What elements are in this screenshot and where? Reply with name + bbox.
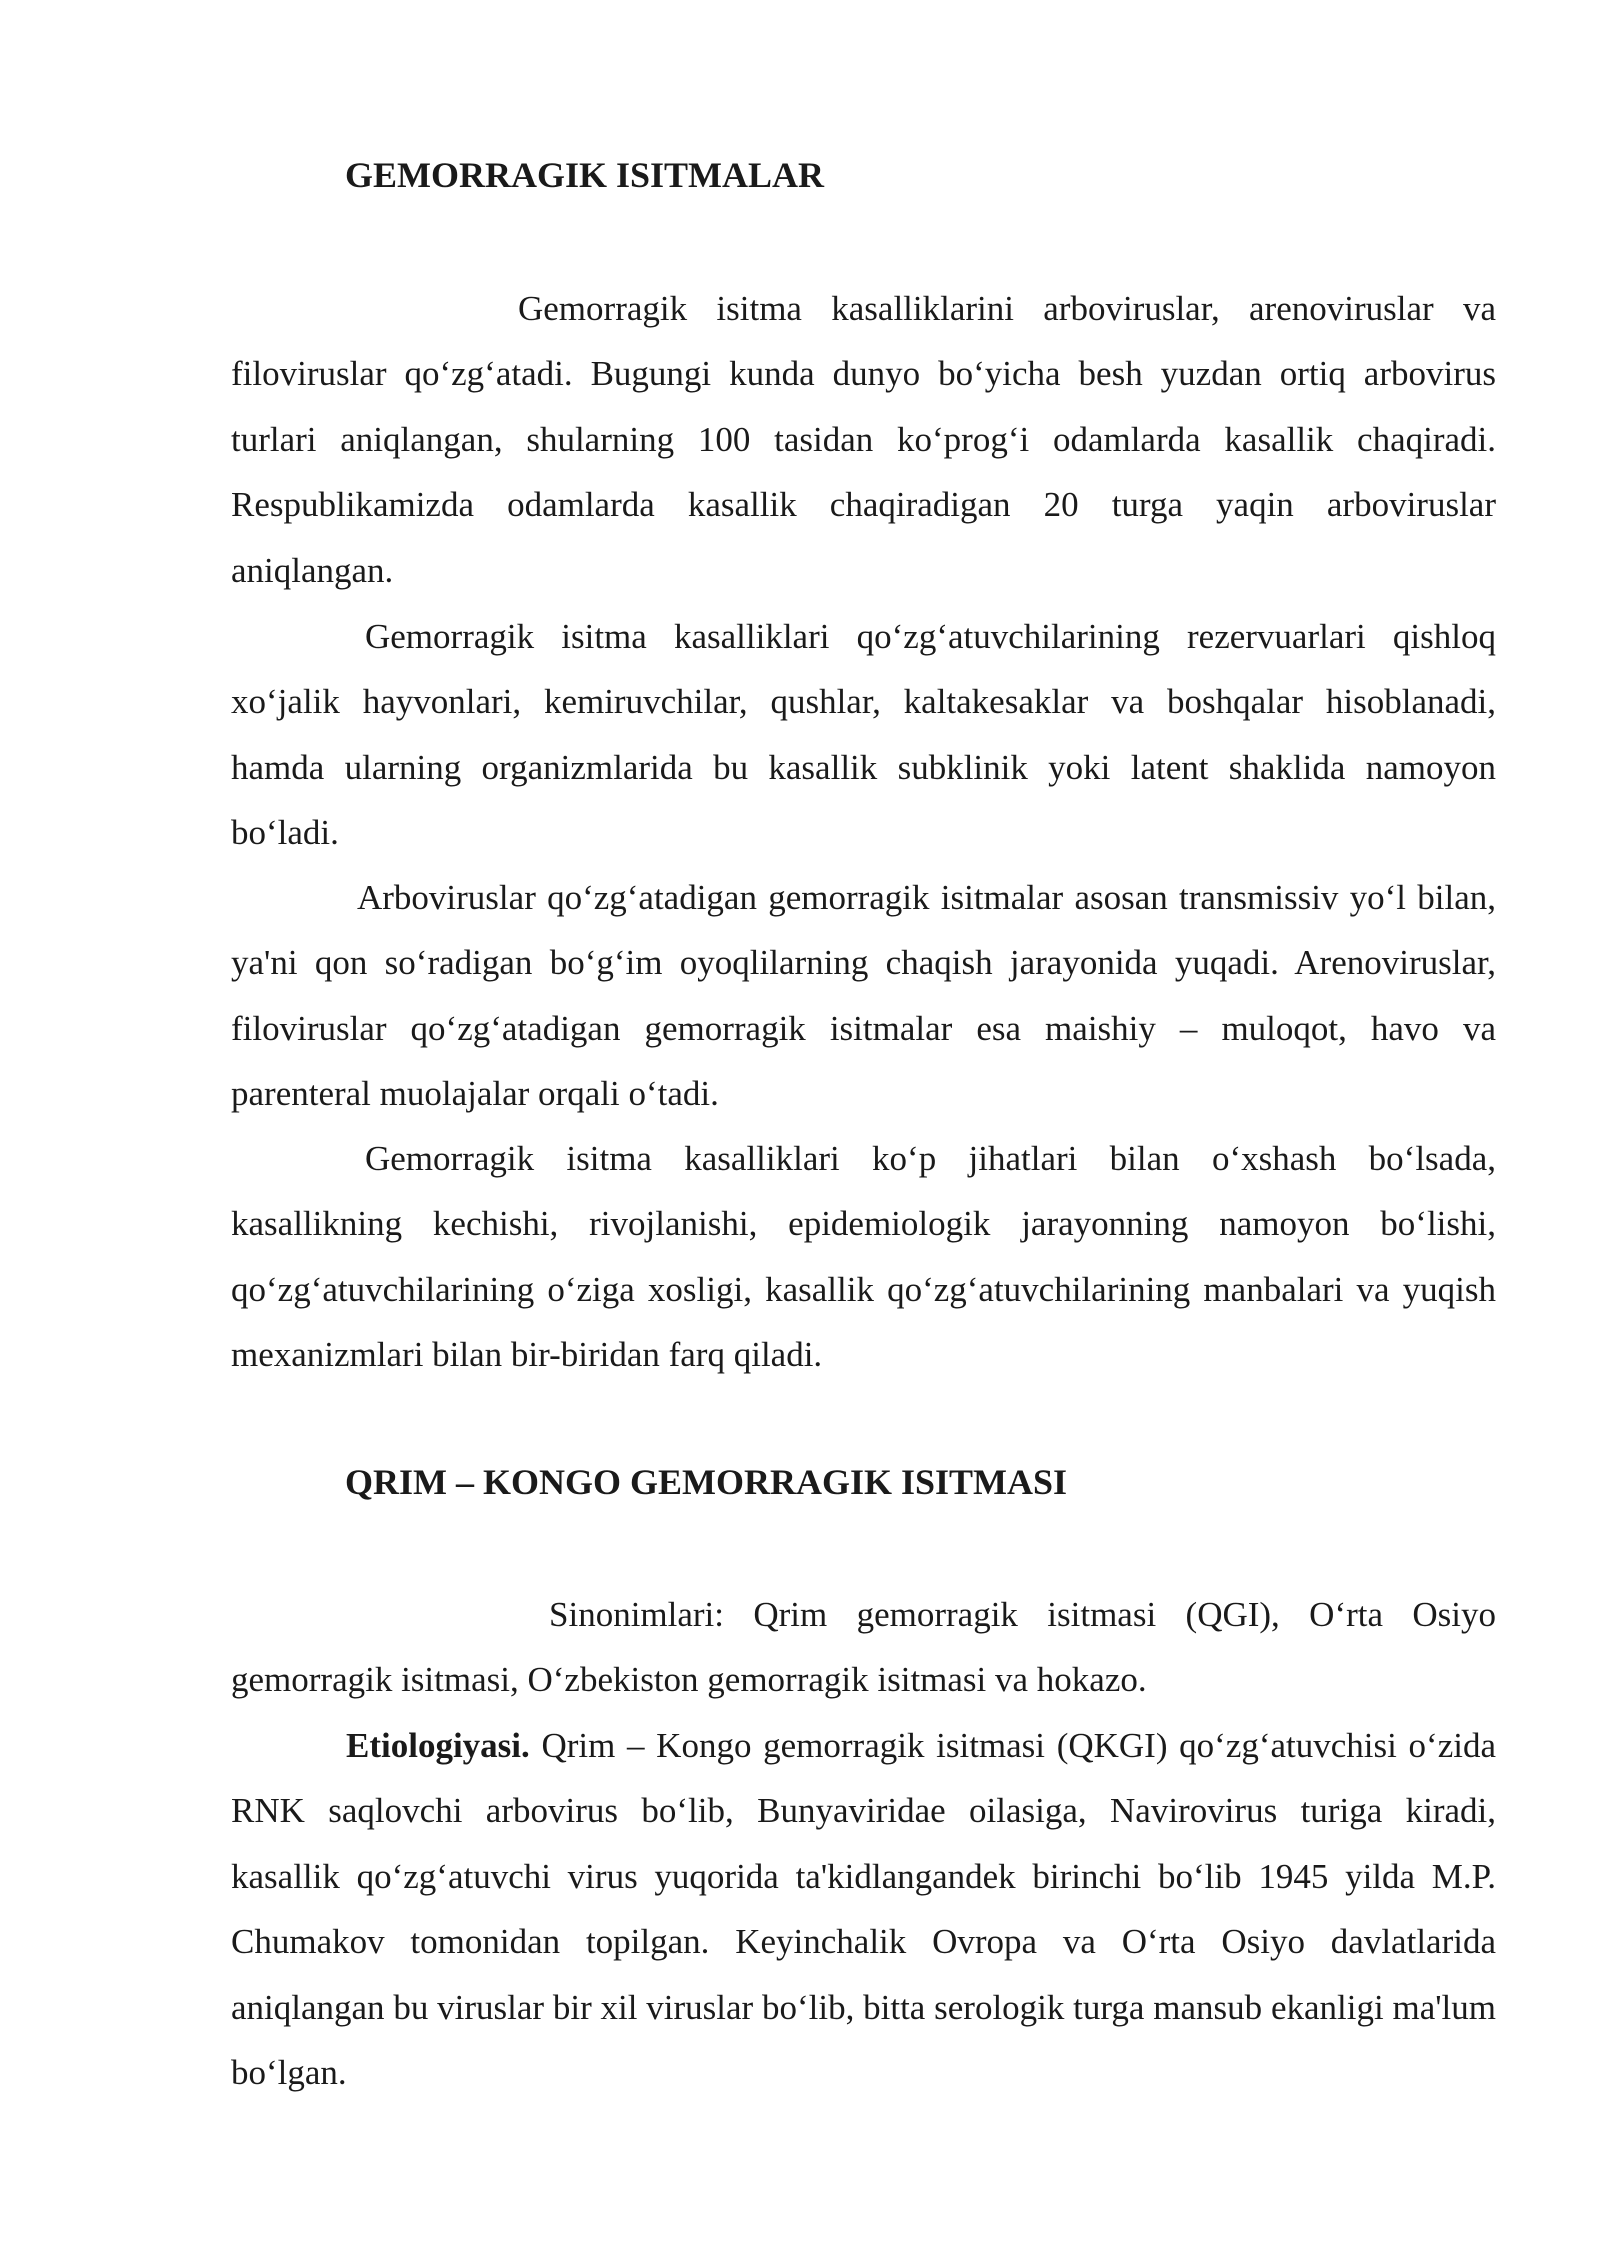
paragraph-synonyms: Sinonimlari: Qrim gemorragik isitmasi (QGI), O‘rta Osiyo gemorragik isitmasi, O‘zbekiston gemorragik isitmasi va hokazo.	[231, 1595, 1496, 1700]
paragraph-reservoirs: Gemorragik isitma kasalliklari qo‘zg‘atuvchilarining rezervuarlari qishloq xo‘jalik hayvonlari, kemiruvchilar, qushlar, kaltakesaklar va boshqalar hisoblanadi, hamda ularning organizmlarida bu kasallik subklinik yoki latent shaklida namoyon bo‘ladi.	[231, 617, 1496, 853]
etiology-term: Etiologiyasi.	[346, 1726, 530, 1765]
etiology-text: Qrim – Kongo gemorragik isitmasi (QKGI) qo‘zg‘atuvchisi o‘zida RNK saqlovchi arbovirus bo‘lib, Bunyaviridae oilasiga, Navirovirus turiga kiradi, kasallik qo‘zg‘atuvchi virus yuqorida ta'kidlangandek birinchi bo‘lib 1945 yilda M.P. Chumakov tomonidan topilgan. Keyinchalik Ovropa va O‘rta Osiyo davlatlarida aniqlangan bu viruslar bir xil viruslar bo‘lib, bitta serologik turga mansub ekanligi ma'lum bo‘lgan.	[231, 1726, 1496, 2093]
section-heading-crimean-congo: QRIM – KONGO GEMORRAGIK ISITMASI	[345, 1462, 1068, 1502]
section-heading-hemorrhagic-fevers: GEMORRAGIK ISITMALAR	[345, 155, 825, 195]
paragraph-intro: Gemorragik isitma kasalliklarini arboviruslar, arenoviruslar va filoviruslar qo‘zg‘atadi. Bugungi kunda dunyo bo‘yicha besh yuzdan ortiq arbovirus turlari aniqlangan, shularning 100 tasidan ko‘prog‘i odamlarda kasallik chaqiradi. Respublikamizda odamlarda kasallik chaqiradigan 20 turga yaqin arboviruslar aniqlangan.	[231, 289, 1496, 590]
paragraph-transmission: Arboviruslar qo‘zg‘atadigan gemorragik isitmalar asosan transmissiv yo‘l bilan, ya'ni qon so‘radigan bo‘g‘im oyoqlilarning chaqish jarayonida yuqadi. Arenoviruslar, filoviruslar qo‘zg‘atadigan gemorragik isitmalar esa maishiy – muloqot, havo va parenteral muolajalar orqali o‘tadi.	[231, 878, 1496, 1114]
paragraph-differences: Gemorragik isitma kasalliklari ko‘p jihatlari bilan o‘xshash bo‘lsada, kasallikning kechishi, rivojlanishi, epidemiologik jarayonning namoyon bo‘lishi, qo‘zg‘atuvchilarining o‘ziga xosligi, kasallik qo‘zg‘atuvchilarining manbalari va yuqish mexanizmlari bilan bir-biridan farq qiladi.	[231, 1139, 1496, 1375]
paragraph-etiology	[231, 1713, 1496, 2105]
